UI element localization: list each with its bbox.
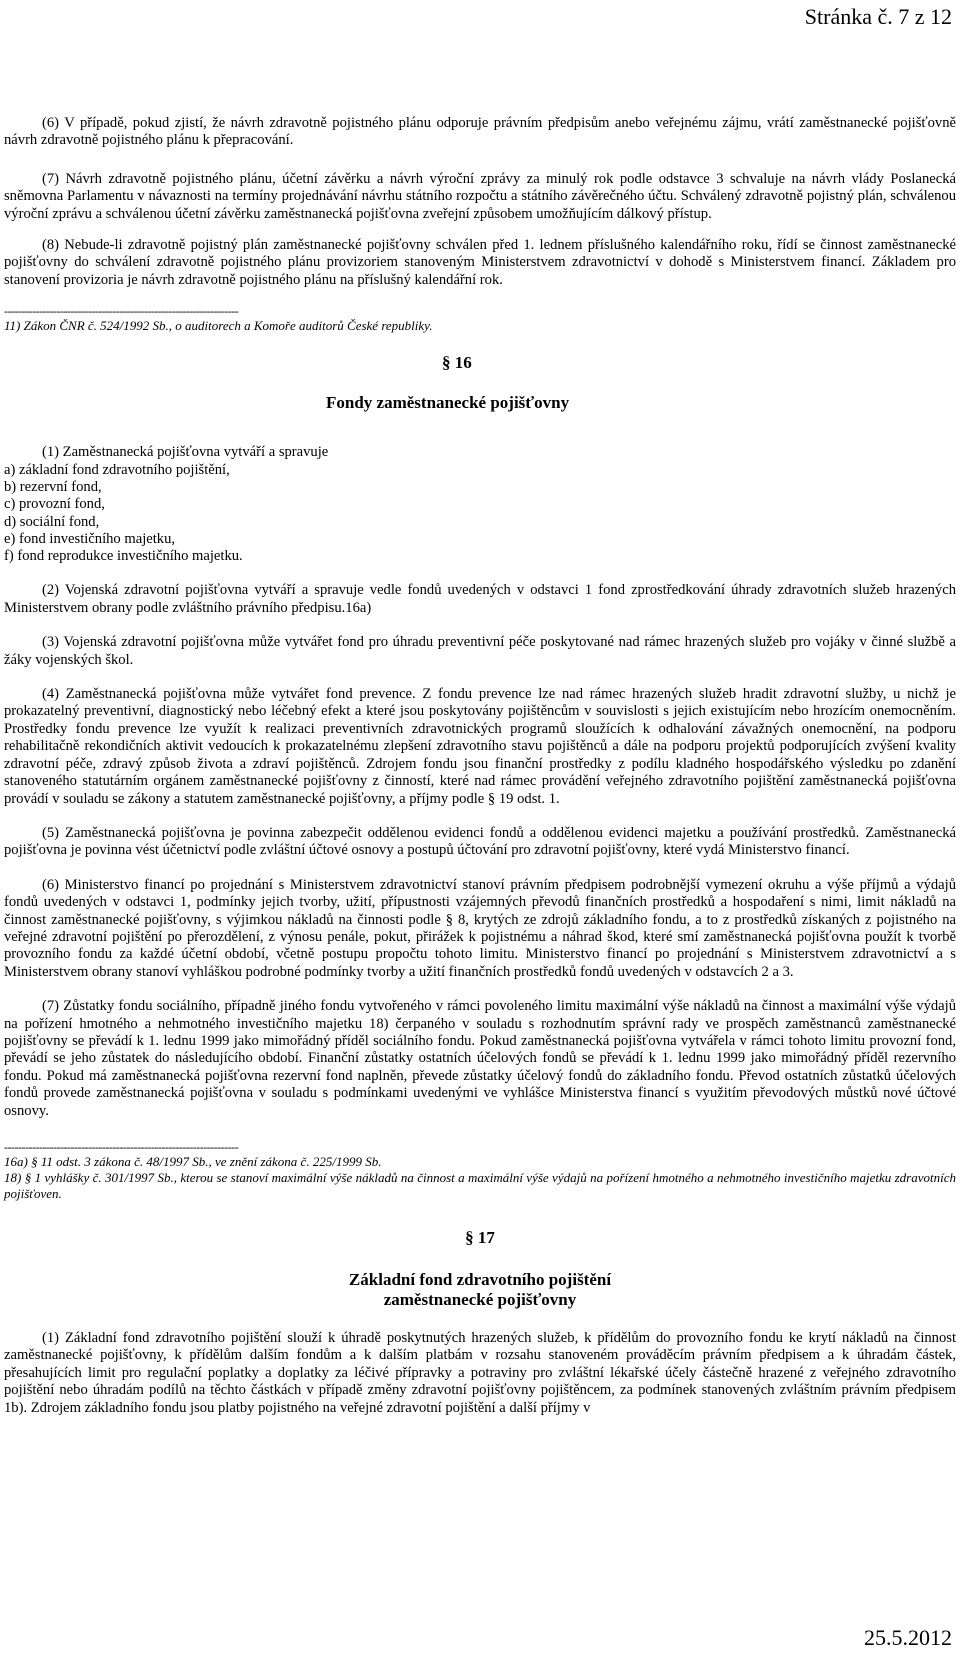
document-body	[4, 115, 956, 1417]
footnote-16a: 16a) § 11 odst. 3 zákona č. 48/1997 Sb., ve znění zákona č. 225/1999 Sb.	[4, 1154, 382, 1169]
section-16-number: § 16	[442, 353, 472, 373]
section-17-title-line-1: Základní fond zdravotního pojištění	[348, 1270, 612, 1289]
footnote-separator: -------------------------------------------------------------------	[4, 304, 239, 319]
paragraph-7: (7) Návrh zdravotně pojistného plánu, účetní závěrku a návrh výroční zprávy za minulý rok podle odstavce 3 schvaluje na návrh vlády Poslanecká sněmovna Parlamentu v návaznosti na termíny projednávání návrhu státního rozpočtu a státního závěrečného účtu. Schválený zdravotně pojistný plán, schválenou výroční zprávu a schválenou účetní závěrku zaměstnanecká pojišťovna zveřejní způsobem umožňujícím dálkový přístup.	[4, 170, 956, 222]
page-footer-date: 25.5.2012	[864, 1625, 952, 1650]
section-16-heading	[4, 354, 956, 424]
section-17-number: § 17	[465, 1228, 495, 1247]
list-item: d) sociální fond,	[4, 513, 100, 530]
section-17-heading	[4, 1228, 956, 1310]
list-item: b) rezervní fond,	[4, 478, 102, 495]
section-16-intro: (1) Zaměstnanecká pojišťovna vytváří a spravuje	[42, 444, 329, 461]
section-16-paragraph-5: (5) Zaměstnanecká pojišťovna je povinna zabezpečit oddělenou evidenci fondů a oddělenou evidenci majetku a používání prostředků. Zaměstnanecká pojišťovna je povinna vést účetnictví podle zvláštní účtové osnovy a postupů účtování pro zdravotní pojišťovny, které vydá Ministerstvo financí.	[4, 824, 956, 859]
section-16-paragraph-3: (3) Vojenská zdravotní pojišťovna může vytvářet fond pro úhradu preventivní péče poskytované nad rámec hrazených služeb pro vojáky v činné službě a žáky vojenských škol.	[4, 634, 956, 668]
footnote-18: 18) § 1 vyhlášky č. 301/1997 Sb., kterou se stanoví maximální výše nákladů na činnost a maximální výše výdajů na pořízení hmotného a nehmotného investičního majetku zdravotních pojišťoven.	[4, 1170, 956, 1201]
list-item: a) základní fond zdravotního pojištění,	[4, 461, 230, 478]
section-16-paragraph-6: (6) Ministerstvo financí po projednání s Ministerstvem zdravotnictví stanoví právním předpisem podrobnější vymezení okruhu a výše příjmů a výdajů fondů uvedených v odstavci 1, podmínky jejich tvorby, užití, přípustnosti vzájemných převodů finančních prostředků a hospodaření s nimi, limit nákladů na činnost zaměstnanecké pojišťovny, s výjimkou nákladů na činnosti podle § 8, krytých ze zdrojů základního fondu, a to z prostředků získaných z pojistného na veřejné zdravotní pojištění po přerozdělení, z výnosu penále, pokut, přirážek k pojistnému a náhrad škod, které smí zaměstnanecká pojišťovna použít k tvorbě provozního fondu za každé účetní období, včetně postupu propočtu tohoto limitu. Ministerstvo financí po projednání s Ministerstvem zdravotnictví a s Ministerstvem obrany stanoví vyhláškou podrobné podmínky tvorby a užití finančních prostředků fondů uvedených v odstavcích 2 a 3.	[4, 876, 956, 980]
section-16-title: Fondy zaměstnanecké pojišťovny	[326, 393, 570, 413]
paragraph-6: (6) V případě, pokud zjistí, že návrh zdravotně pojistného plánu odporuje právním předpisům anebo veřejnému zájmu, vrátí zaměstnanecké pojišťovně návrh zdravotně pojistného plánu k přepracování.	[4, 115, 956, 149]
paragraph-8: (8) Nebude-li zdravotně pojistný plán zaměstnanecké pojišťovny schválen před 1. lednem příslušného kalendářního roku, řídí se činnost zaměstnanecké pojišťovny do schválení zdravotně pojistného plánu provizoriem stanoveným Ministerstvem zdravotnictví v dohodě s Ministerstvem financí. Základem pro stanovení provizoria je návrh zdravotně pojistného plánu na příslušný kalendářní rok.	[4, 237, 956, 288]
footnote-separator: -------------------------------------------------------------------	[4, 1140, 239, 1154]
section-16-paragraph-4: (4) Zaměstnanecká pojišťovna může vytvářet fond prevence. Z fondu prevence lze nad rámec hrazených služeb hradit zdravotní služby, u nichž je prokazatelný preventivní, diagnostický nebo léčebný efekt a které jsou poskytovány pojištěncům v souvislosti s jejich existujícím nebo hrozícím onemocněním. Prostředky fondu prevence lze využít k realizaci preventivních zdravotnických programů sloužících k odhalování závažných onemocnění, na podporu rehabilitačně rekondičních aktivit vedoucích k prokazatelnému zlepšení zdravotního stavu pojištěnců a dále na podporu projektů podporujících zvýšení kvality zdravotní péče, zdravý způsob života a zdraví pojištěnců. Zdrojem fondu jsou finanční prostředky z podílu kladného hospodářského výsledku po zdanění stanoveného statutárním orgánem zaměstnanecké pojišťovny z činností, které nad rámec provádění veřejného zdravotního pojištění zaměstnanecká pojišťovna provádí v souladu se zákony a statutem zaměstnanecké pojišťovny, a příjmy podle § 19 odst. 1.	[4, 686, 956, 807]
page-header: Stránka č. 7 z 12	[804, 4, 952, 29]
footnote-11: 11) Zákon ČNR č. 524/1992 Sb., o auditorech a Komoře auditorů České republiky.	[4, 318, 433, 334]
list-item: e) fond investičního majetku,	[4, 530, 176, 547]
list-item: f) fond reprodukce investičního majetku.	[4, 548, 243, 565]
section-17-paragraph-1: (1) Základní fond zdravotního pojištění slouží k úhradě poskytnutých hrazených služeb, k přídělům do provozního fondu ke krytí nákladů na činnost zaměstnanecké pojišťovny, k přídělům dalším fondům a k dalším platbám v rozsahu stanoveném prováděcím právním předpisem a k úhradám částek, přesahujících limit pro regulační poplatky a doplatky za léčivé přípravky a potraviny pro zvláštní lékařské účely částečně hrazené z veřejného zdravotního pojištění nebo úhradám podílů na těchto částkách v případě změny zdravotní pojišťovny pojištěncem, za podmínek stanovených zvláštním právním předpisem 1b). Zdrojem základního fondu jsou platby pojistného na veřejné zdravotní pojištění a další příjmy v	[4, 1330, 956, 1416]
section-16-paragraph-2: (2) Vojenská zdravotní pojišťovna vytváří a spravuje vedle fondů uvedených v odstavci 1 fond zprostředkování úhrady zdravotních služeb hrazených Ministerstvem obrany podle zvláštního právního předpisu.16a)	[4, 582, 956, 616]
section-17-title-line-2: zaměstnanecké pojišťovny	[383, 1290, 577, 1309]
list-item: c) provozní fond,	[4, 496, 105, 513]
fund-list	[4, 462, 956, 566]
section-16-paragraph-7: (7) Zůstatky fondu sociálního, případně jiného fondu vytvořeného v rámci povoleného limitu maximální výše nákladů na činnost a maximální výše výdajů na pořízení hmotného a nehmotného investičního majetku 18) čerpaného v souladu s rozhodnutím správní rady ve prospěch zaměstnanců zaměstnanecké pojišťovny se převádí k 1. lednu 1999 jako mimořádný příděl sociálního fondu. Pokud zaměstnanecká pojišťovna vytvářela v rámci tohoto limitu provozní fond, převádí se jeho zůstatek do následujícího období. Finanční zůstatky ostatních účelových fondů se převádí k 1. lednu 1999 jako mimořádný příděl rezervního fondu. Pokud má zaměstnanecká pojišťovna rezervní fond naplněn, převede zůstatky účelový fondů do základního fondu. Převod ostatních zůstatků účelových fondů provede zaměstnanecká pojišťovna v souladu s podmínkami uvedenými ve vyhlášce Ministerstva financí s využitím převodových můstků nové účtové osnovy.	[4, 998, 956, 1119]
